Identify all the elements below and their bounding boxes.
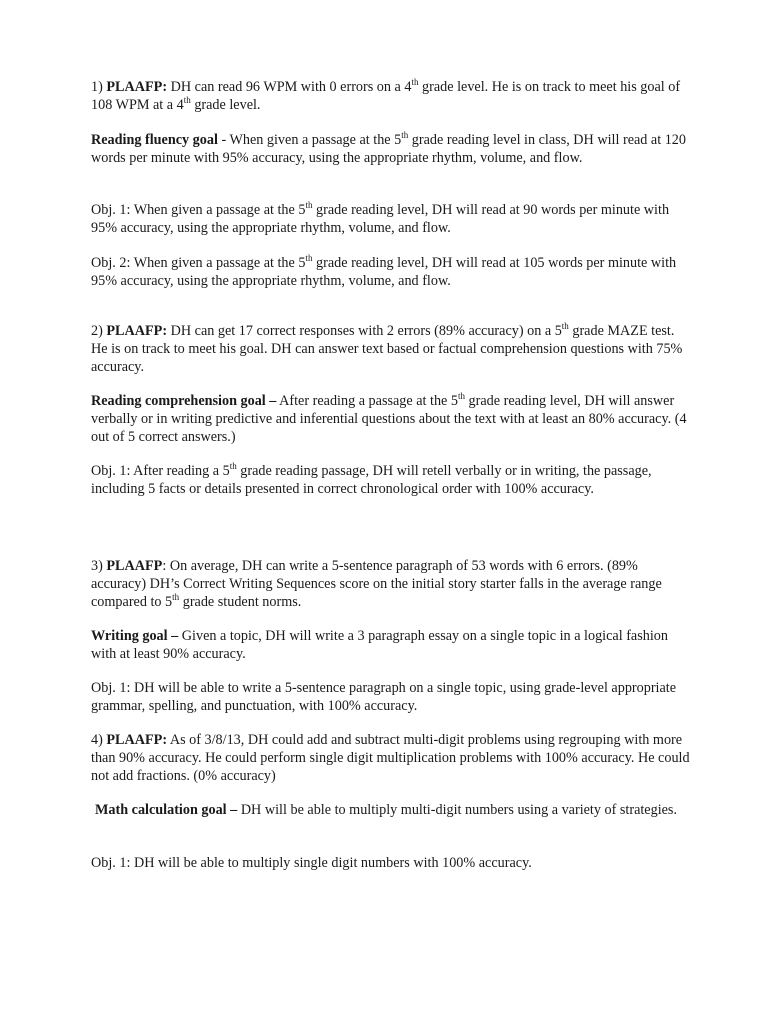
plaafp-2-sup: th — [561, 321, 569, 331]
goal-1-label: Reading fluency goal — [91, 132, 218, 148]
plaafp-4-label: PLAAFP: — [106, 732, 168, 748]
objective-1-1-sup: th — [305, 200, 313, 210]
goal-2-label: Reading comprehension goal – — [91, 393, 277, 409]
objective-2-1-paragraph — [91, 463, 691, 499]
goal-4-label: Math calculation goal – — [95, 802, 238, 818]
plaafp-1-sup-a: th — [411, 77, 419, 87]
plaafp-3-number: 3) — [91, 558, 103, 574]
goal-2-paragraph — [91, 393, 691, 446]
goal-1-sup: th — [401, 130, 409, 140]
plaafp-2-text-b: grade MAZE test. He is on track to meet his goal. DH can answer text based or factual comprehension questions with 75% accuracy. — [91, 323, 683, 375]
plaafp-1-paragraph — [91, 79, 691, 115]
objective-1-2-paragraph — [91, 255, 691, 291]
objective-3-1-paragraph — [91, 680, 691, 716]
goal-3-label: Writing goal – — [91, 628, 179, 644]
goal-3-paragraph — [91, 628, 691, 664]
objective-1-1-paragraph — [91, 202, 691, 238]
objective-3-1-text: Obj. 1: DH will be able to write a 5-sentence paragraph on a single topic, using grade-level appropriate grammar, spelling, and punctuation, with 100% accuracy. — [91, 680, 677, 714]
plaafp-2-text-a: DH can get 17 correct responses with 2 errors (89% accuracy) on a 5 — [170, 323, 562, 339]
objective-1-1-text-b: grade reading level, DH will read at 90 words per minute with 95% accuracy, using the appropriate rhythm, volume, and flow. — [91, 202, 670, 236]
objective-4-1-paragraph — [91, 855, 691, 873]
goal-4-text: DH will be able to multiply multi-digit numbers using a variety of strategies. — [237, 802, 678, 818]
objective-1-2-text-b: grade reading level, DH will read at 105 words per minute with 95% accuracy, using the appropriate rhythm, volume, and flow. — [91, 255, 677, 289]
objective-2-1-text-b: grade reading passage, DH will retell verbally or in writing, the passage, including 5 facts or details presented in correct chronological order with 100% accuracy. — [91, 463, 652, 497]
plaafp-4-paragraph — [91, 732, 691, 785]
plaafp-3-label: PLAAFP — [106, 558, 163, 574]
plaafp-2-number: 2) — [91, 323, 103, 339]
objective-2-1-text-a: Obj. 1: After reading a 5 — [91, 463, 230, 479]
objective-1-1-text-a: Obj. 1: When given a passage at the 5 — [91, 202, 306, 218]
objective-4-1-text: Obj. 1: DH will be able to multiply single digit numbers with 100% accuracy. — [91, 855, 532, 871]
plaafp-1-text-a: DH can read 96 WPM with 0 errors on a 4 — [170, 79, 412, 95]
plaafp-3-text-b: grade student norms. — [182, 593, 302, 610]
objective-1-2-sup: th — [305, 253, 313, 263]
plaafp-1-text-c: grade level. — [194, 96, 261, 113]
objective-1-2-text-a: Obj. 2: When given a passage at the 5 — [91, 255, 306, 271]
plaafp-1-text-b: grade level. He is on track to meet his goal of 108 WPM at a 4 — [91, 79, 681, 113]
plaafp-1-sup-b: th — [183, 94, 191, 105]
plaafp-1-label: PLAAFP: — [106, 79, 168, 95]
plaafp-3-text-a: : On average, DH can write a 5-sentence paragraph of 53 words with 6 errors. (89% accuracy) DH’s Correct Writing Sequences score on the initial story starter falls in the average range compared to 5 — [91, 558, 662, 610]
plaafp-1-number: 1) — [91, 79, 103, 95]
goal-2-sup: th — [457, 391, 465, 401]
plaafp-4-number: 4) — [91, 732, 103, 748]
goal-4-paragraph — [91, 802, 695, 820]
objective-2-1-sup: th — [229, 461, 237, 471]
plaafp-2-paragraph — [91, 323, 691, 376]
plaafp-3-paragraph — [91, 558, 691, 611]
plaafp-3-sup: th — [172, 591, 180, 602]
goal-2-text-b: grade reading level, DH will answer verbally or in writing predictive and inferential questions about the text with at least an 80% accuracy. (4 out of 5 correct answers.) — [91, 393, 687, 445]
goal-1-paragraph — [91, 132, 691, 168]
goal-3-text: Given a topic, DH will write a 3 paragraph essay on a single topic in a logical fashion with at least 90% accuracy. — [91, 628, 668, 662]
plaafp-2-label: PLAAFP: — [106, 323, 168, 339]
goal-1-text-a: - When given a passage at the 5 — [217, 132, 402, 148]
plaafp-4-text: As of 3/8/13, DH could add and subtract multi-digit problems using regrouping with more than 90% accuracy. He could perform single digit multiplication problems with 100% accuracy. He could not add fractions. (0% accuracy) — [91, 732, 690, 784]
goal-1-text-b: grade reading level in class, DH will read at 120 words per minute with 95% accuracy, using the appropriate rhythm, volume, and flow. — [91, 132, 686, 166]
goal-2-text-a: After reading a passage at the 5 — [276, 393, 458, 409]
